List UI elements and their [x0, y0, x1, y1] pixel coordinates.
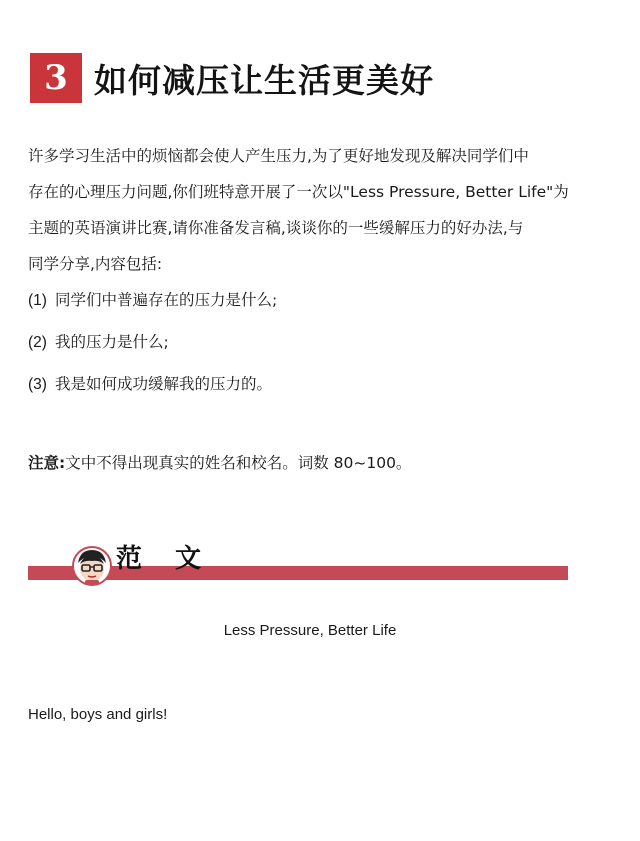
essay-title: Less Pressure, Better Life: [223, 622, 397, 639]
cartoon-face-with-glasses-icon: [72, 546, 112, 586]
note-line: [28, 448, 411, 478]
list-item: [28, 369, 600, 399]
section-number-badge: 3: [30, 53, 82, 103]
list-item-index: (3): [28, 376, 47, 393]
list-item-index: (2): [28, 334, 47, 351]
essay-greeting: Hello, boys and girls!: [28, 706, 168, 723]
list-item-index: (1): [28, 292, 47, 309]
list-item: [28, 285, 600, 315]
prompt-line: 存在的心理压力问题,你们班特意开展了一次以"Less Pressure, Better Life"为: [28, 183, 569, 201]
section-title: 如何减压让生活更美好: [94, 60, 434, 100]
prompt-paragraph: [28, 138, 600, 282]
note-text: 文中不得出现真实的姓名和校名。词数 80~100。: [65, 454, 412, 472]
list-item: [28, 327, 600, 357]
content-requirements-list: [28, 285, 600, 411]
list-item-text: 同学们中普遍存在的压力是什么;: [54, 291, 278, 309]
section-header: [30, 52, 434, 104]
prompt-line: 同学分享,内容包括:: [28, 255, 163, 273]
prompt-line: 许多学习生活中的烦恼都会使人产生压力,为了更好地发现及解决同学们中: [28, 147, 529, 165]
note-label: 注意:: [28, 454, 66, 472]
sample-essay-label: 范 文: [116, 544, 214, 574]
list-item-text: 我的压力是什么;: [54, 333, 169, 351]
list-item-text: 我是如何成功缓解我的压力的。: [54, 375, 272, 393]
prompt-line: 主题的英语演讲比赛,请你准备发言稿,谈谈你的一些缓解压力的好办法,与: [28, 219, 524, 237]
